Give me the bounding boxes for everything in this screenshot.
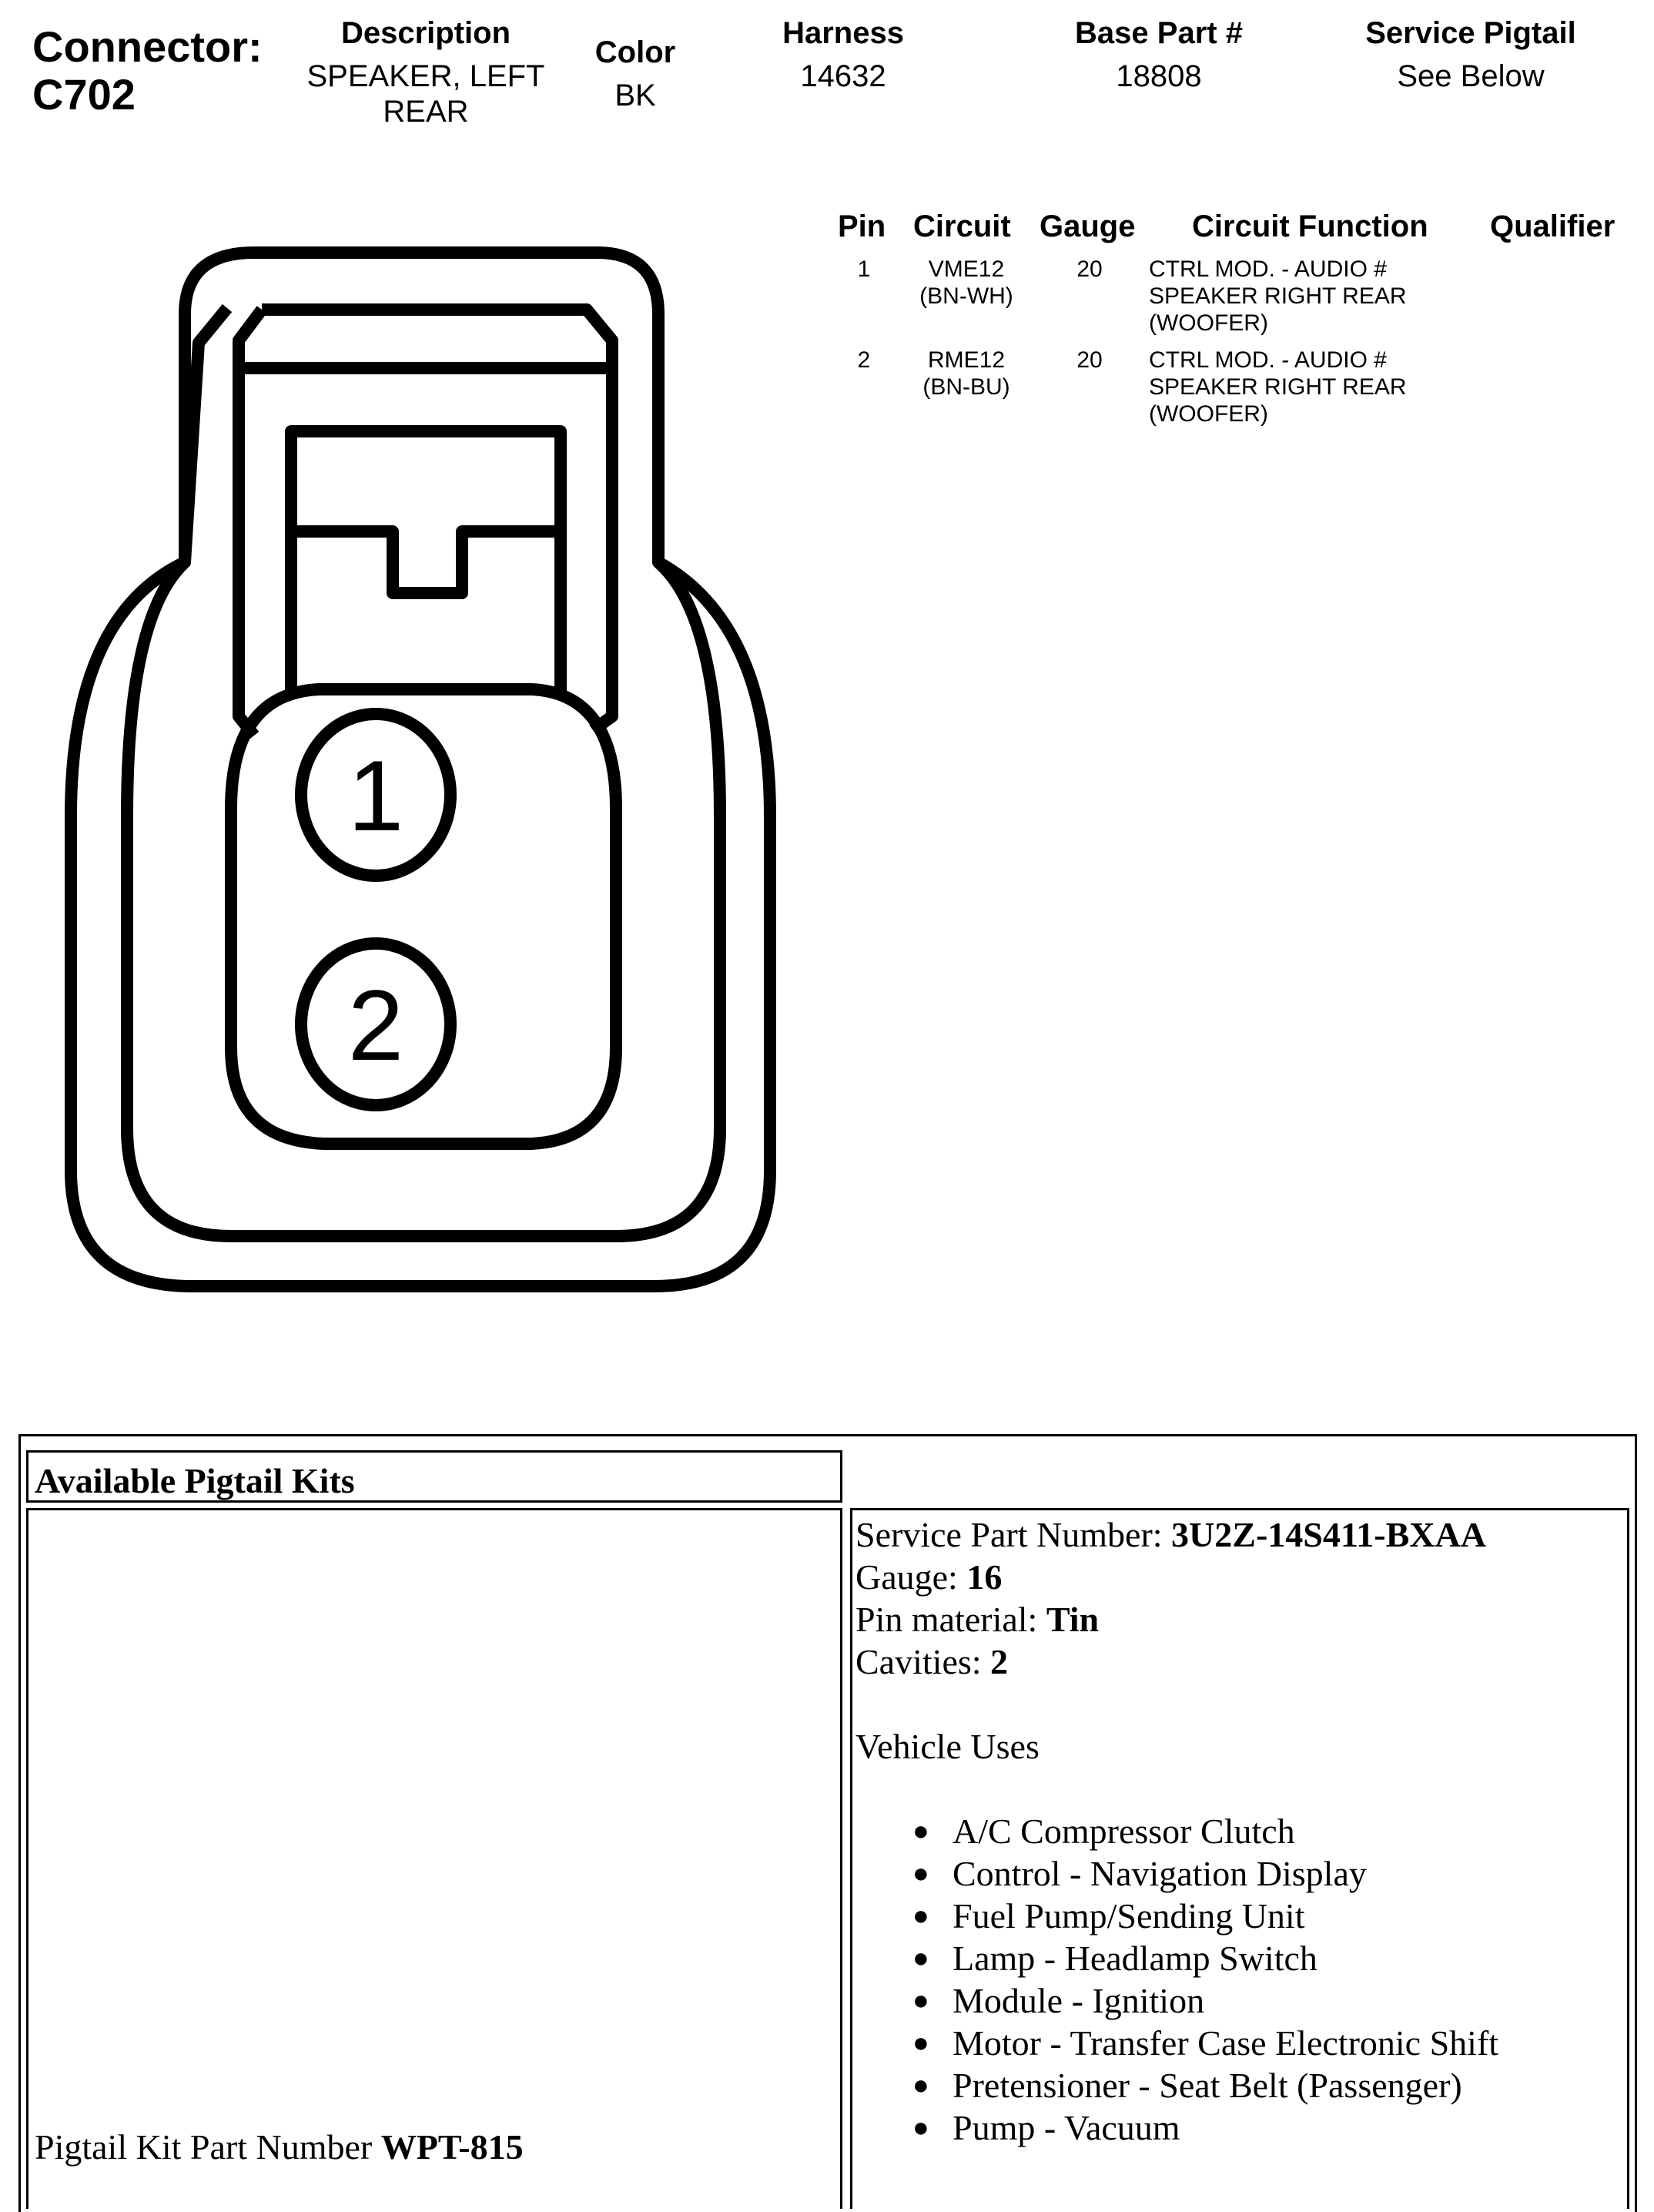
service-pigtail-value: See Below — [1397, 59, 1545, 93]
cavities-value: 2 — [990, 1642, 1009, 1681]
vehicle-use-text: Pump - Vacuum — [953, 2108, 1180, 2147]
base-part-value: 18808 — [1116, 59, 1202, 93]
vehicle-uses-heading: Vehicle Uses — [855, 1727, 1040, 1766]
service-pigtail-label: Service Pigtail — [1365, 16, 1576, 50]
circuit-column-header: Circuit — [913, 209, 1011, 243]
vehicle-use-text: Lamp - Headlamp Switch — [953, 1939, 1318, 1978]
vehicle-use-text: Pretensioner - Seat Belt (Passenger) — [953, 2066, 1462, 2105]
vehicle-use-text: A/C Compressor Clutch — [953, 1811, 1295, 1851]
circuit-wire-color: (BN-BU) — [922, 374, 1010, 400]
pigtail-section-title: Available Pigtail Kits — [35, 1461, 355, 1500]
connector-id: C702 — [32, 70, 136, 119]
connector-outer-outline — [71, 253, 770, 1286]
description-label: Description — [340, 16, 511, 50]
circuit-cell — [901, 256, 1032, 310]
base-part-column — [1024, 15, 1294, 94]
function-line: (WOOFER) — [1149, 310, 1268, 336]
vehicle-use-text: Fuel Pump/Sending Unit — [953, 1896, 1305, 1936]
service-pigtail-column — [1324, 15, 1617, 94]
vehicle-use-text: Motor - Transfer Case Electronic Shift — [953, 2023, 1499, 2063]
cavities-line — [855, 1641, 1627, 1683]
gauge-column-header: Gauge — [1040, 209, 1136, 243]
cavity-1-label: 1 — [347, 739, 404, 852]
list-item — [912, 2064, 1627, 2106]
list-item — [912, 1979, 1627, 2022]
base-part-label: Base Part # — [1075, 16, 1243, 50]
gauge-line — [855, 1556, 1627, 1598]
pigtail-kit-cell — [26, 1508, 842, 2209]
bullet-icon: ● — [912, 2070, 929, 2100]
qualifier-column-header: Qualifier — [1490, 209, 1615, 243]
harness-label: Harness — [782, 16, 904, 50]
pin-material-line — [855, 1598, 1627, 1641]
circuit-function-cell — [1149, 347, 1472, 427]
function-line: SPEAKER RIGHT REAR — [1149, 374, 1407, 400]
service-part-value: 3U2Z-14S411-BXAA — [1171, 1515, 1486, 1554]
circuit-wire-color: (BN-WH) — [919, 283, 1013, 309]
list-item — [912, 2022, 1627, 2064]
gauge-cell: 20 — [1076, 256, 1103, 282]
pigtail-kit-part — [35, 2127, 524, 2167]
vehicle-use-text: Control - Navigation Display — [953, 1854, 1367, 1893]
description-value: SPEAKER, LEFT REAR — [306, 59, 545, 129]
pin-column-header: Pin — [838, 209, 886, 243]
latch-window — [291, 431, 561, 695]
list-item — [912, 1852, 1627, 1895]
connector-inner-outline — [127, 308, 720, 1236]
cavity-2-label: 2 — [347, 969, 404, 1081]
pin-face-outline — [231, 689, 616, 1144]
function-line: (WOOFER) — [1149, 401, 1268, 427]
function-line: SPEAKER RIGHT REAR — [1149, 283, 1407, 309]
pigtail-section-title-cell — [26, 1450, 842, 1503]
bullet-icon: ● — [912, 1942, 929, 1973]
list-item — [912, 1810, 1627, 1852]
pin-cell: 1 — [857, 256, 871, 282]
pin-material-value: Tin — [1046, 1600, 1100, 1639]
circuit-code: RME12 — [927, 347, 1006, 373]
pin-cell: 2 — [857, 347, 871, 373]
pigtail-kit-part-label: Pigtail Kit Part Number — [35, 2127, 381, 2167]
bullet-icon: ● — [912, 1900, 929, 1931]
pigtail-spec-cell — [850, 1508, 1629, 2209]
pin-material-label: Pin material: — [855, 1600, 1046, 1639]
harness-value: 14632 — [800, 59, 886, 93]
service-part-label: Service Part Number: — [855, 1515, 1172, 1554]
color-label: Color — [594, 35, 676, 69]
list-item — [912, 1937, 1627, 1979]
circuit-function-column-header: Circuit Function — [1192, 209, 1428, 243]
circuit-code: VME12 — [928, 256, 1005, 282]
bullet-icon: ● — [912, 1985, 929, 2016]
circuit-cell — [901, 347, 1032, 401]
function-line: CTRL MOD. - AUDIO # — [1149, 347, 1387, 373]
connector-label: Connector: — [32, 22, 263, 71]
service-part-line — [855, 1513, 1627, 1556]
circuit-function-cell — [1149, 256, 1472, 337]
cavities-label: Cavities: — [855, 1642, 991, 1681]
function-line: CTRL MOD. - AUDIO # — [1149, 256, 1387, 282]
gauge-label: Gauge: — [855, 1557, 967, 1597]
bullet-icon: ● — [912, 1858, 929, 1889]
color-value: BK — [614, 79, 656, 112]
gauge-value: 16 — [966, 1557, 1003, 1597]
list-item — [912, 2106, 1627, 2149]
connector-face-diagram — [0, 0, 816, 1332]
bullet-icon: ● — [912, 2027, 929, 2058]
bullet-icon: ● — [912, 1815, 929, 1846]
bullet-icon: ● — [912, 2112, 929, 2143]
gauge-cell: 20 — [1076, 347, 1103, 373]
vehicle-use-text: Module - Ignition — [953, 1981, 1205, 2020]
pigtail-kit-part-value: WPT-815 — [380, 2127, 524, 2167]
list-item — [912, 1895, 1627, 1937]
vehicle-uses-list — [912, 1810, 1627, 2149]
